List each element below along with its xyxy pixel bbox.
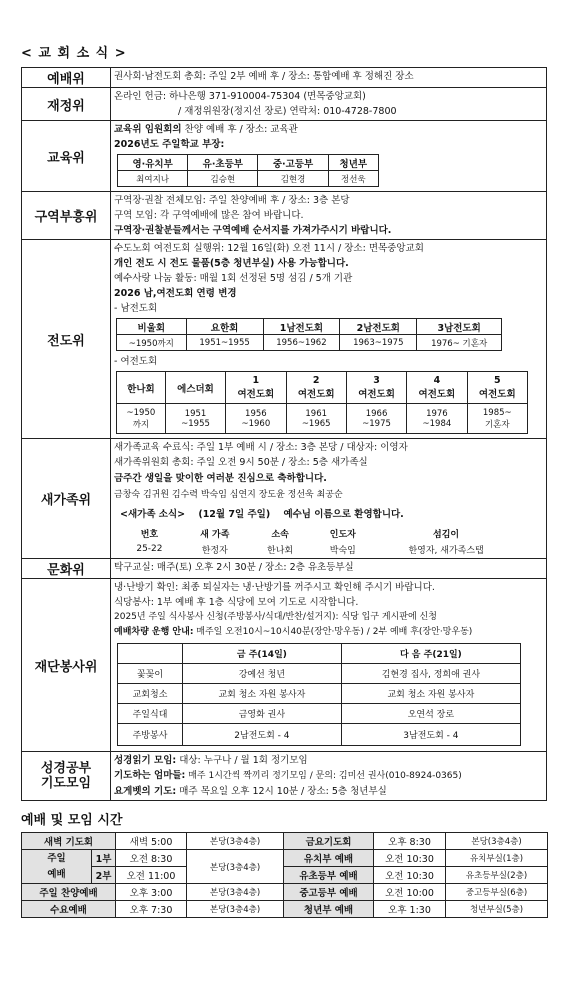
women-age-table [116,371,528,434]
sched-praise: 주일 찬양예배 [22,884,116,901]
category-mission: 전도위 [22,240,111,439]
edu-name: 김승현 [188,171,258,187]
sched-elem: 유초등부 예배 [284,867,374,884]
education-line1-rest: 찬양 예배 후 / 장소: 교육관 [181,124,298,135]
district-line3: 구역장·권찰분들께서는 구역예배 순서지를 가져가주시기 바랍니다. [114,225,392,236]
nf-cell: 한영자, 새가족스탭 [408,545,484,556]
news-welcome: 예수님 이름으로 환영합니다. [283,509,404,520]
newfamily-line2: 새가족위원회 총회: 주일 오전 9시 50분 / 장소: 5층 새가족실 [114,457,368,468]
sched-time: 오후 8:30 [374,833,446,850]
education-line1-head: 교육위 임원회의 [114,124,182,135]
men-range: ~1950까지 [117,335,187,351]
sched-middle: 중고등부 예배 [284,884,374,901]
category-finance: 재정위 [22,88,111,121]
row-service [22,579,547,752]
service-line4-rest: 매주일 오전10시~10시40분(장안·망우동) / 2부 예배 후(장안·망우동) [193,627,473,637]
service-line3: 2025년 주일 식사봉사 신청(주방봉사/식대/반찬/설거지): 식당 입구 게시판에 신청 [114,612,437,622]
edu-head: 유·초등부 [188,155,258,171]
men-range: 1976~ 기혼자 [417,335,502,351]
men-head: 1남전도회 [263,319,340,335]
sched-time: 오후 7:30 [116,901,187,918]
page-title: < 교 회 소 식 > [21,46,127,61]
men-head: 비울회 [117,319,187,335]
men-head: 요한회 [186,319,263,335]
bible-line2-rest: 매주 1시간씩 짝끼리 정기모임 / 문의: 김미선 권사(010-8924-0365) [185,771,462,781]
service-line1: 냉·난방기 확인: 최종 퇴실자는 냉·난방기를 꺼주시고 확인해 주시기 바랍니다. [114,582,435,593]
sched-part: 1부 [92,850,116,867]
men-age-table [116,318,502,351]
nf-cell: 한나회 [267,545,294,556]
sched-time: 오후 3:00 [116,884,187,901]
edu-head: 중·고등부 [258,155,328,171]
women-range: 1985~ 기혼자 [467,404,527,434]
sched-place: 본당(3층4층) [446,833,548,850]
newfamily-news-header [120,507,543,523]
vol-label: 교회청소 [118,684,183,704]
men-range: 1951~1955 [186,335,263,351]
women-range: 1966 ~1975 [346,404,406,434]
edu-name: 정선욱 [328,171,378,187]
sched-place: 본당(3층4층) [187,884,284,901]
sched-dawn: 새벽 기도회 [22,833,116,850]
sched-fri: 금요기도회 [284,833,374,850]
nf-col: 번호 [140,529,159,540]
category-newfamily: 새가족위 [22,439,111,559]
men-range: 1956~1962 [263,335,340,351]
category-district: 구역부흥위 [22,192,111,240]
sched-time: 오전 10:30 [374,867,446,884]
sched-time: 오후 1:30 [374,901,446,918]
men-head: 2남전도회 [340,319,417,335]
women-head: 4 여전도회 [407,372,467,404]
education-head-table [117,154,379,187]
men-label: - 남전도회 [114,303,158,314]
vol-next: 3남전도회 - 4 [341,724,520,746]
birthday-names: 금창숙 김귀원 김수력 박숙임 심연지 장도윤 정선욱 최공순 [114,490,343,500]
vol-corner [118,644,183,664]
category-worship: 예배위 [22,68,111,88]
sched-part: 2부 [92,867,116,884]
nf-col: 새 가족 [200,529,230,540]
sched-kinder: 유치부 예배 [284,850,374,867]
row-education [22,121,547,192]
newfamily-table [118,525,518,557]
women-head: 한나회 [117,372,166,404]
nf-col: 인도자 [329,529,356,540]
women-head: 3 여전도회 [346,372,406,404]
sched-place: 유초등부실(2층) [446,867,548,884]
mission-line2: 개인 전도 시 전도 물품(5층 청년부실) 사용 가능합니다. [114,258,349,269]
newfamily-line1: 새가족교육 수료식: 주일 1부 예배 시 / 장소: 3층 본당 / 대상자: 이영자 [114,442,408,453]
row-culture [22,559,547,579]
finance-line1: 온라인 헌금: 하나은행 371-910004-75304 (면목중앙교회) [114,91,366,102]
women-range: 1956 ~1960 [226,404,286,434]
sched-sunday: 주일 예배 [22,850,92,884]
men-head: 3남전도회 [417,319,502,335]
finance-line2: / 재정위원장(정지선 장로) 연락처: 010-4728-7800 [178,106,397,117]
sched-time: 오전 11:00 [116,867,187,884]
bulletin-page [21,42,547,918]
nf-col: 소속 [271,529,289,540]
sched-time: 오전 8:30 [116,850,187,867]
mission-line1: 수도노회 여전도회 실행위: 12월 16일(화) 오전 11시 / 장소: 면목중앙교회 [114,243,424,254]
district-line1: 구역장·권찰 전체모임: 주일 찬양예배 후 / 장소: 3층 본당 [114,195,350,206]
sched-place: 중고등부실(6층) [446,884,548,901]
vol-label: 꽃꽂이 [118,664,183,684]
category-bible: 성경공부 기도모임 [22,752,111,801]
sched-place: 본당(3층4층) [187,850,284,884]
schedule-title: 예배 및 모임 시간 [21,813,123,828]
women-label: - 여전도회 [114,356,158,367]
category-service: 재단봉사위 [22,579,111,752]
sched-wed: 수요예배 [22,901,116,918]
church-news-table [21,67,547,801]
vol-this: 교회 청소 자원 봉사자 [183,684,342,704]
service-line2: 식당봉사: 1부 예배 후 1층 식당에 모여 기도로 시작합니다. [114,597,359,608]
vol-next: 교회 청소 자원 봉사자 [341,684,520,704]
women-head: 5 여전도회 [467,372,527,404]
vol-this: 금영화 권사 [183,704,342,724]
sched-place: 청년부실(5층) [446,901,548,918]
nf-col: 섬김이 [433,529,460,540]
bible-line2-head: 기도하는 엄마들: [114,770,186,781]
sched-time: 오전 10:30 [374,850,446,867]
worship-line: 권사회·남전도회 총회: 주일 2부 예배 후 / 장소: 통합예배 후 정해진 장소 [114,71,414,82]
row-worship [22,68,547,88]
bible-line1-rest: 대상: 누구나 / 월 1회 정기모임 [176,755,308,766]
women-range: 1961 ~1965 [286,404,346,434]
edu-head: 청년부 [328,155,378,171]
edu-name: 김현경 [258,171,328,187]
sched-place: 본당(3층4층) [187,833,284,850]
bible-line1-head: 성경읽기 모임: [114,755,177,766]
women-head: 에스더회 [165,372,225,404]
news-date: (12월 7일 주일) [198,509,271,520]
women-range: ~1950 까지 [117,404,166,434]
volunteer-table [117,643,521,746]
sched-place: 유치부실(1층) [446,850,548,867]
service-line4-head: 예배차량 운행 안내: [114,627,194,637]
row-mission [22,240,547,439]
nf-cell: 박숙임 [329,545,356,556]
vol-col-this: 금 주(14일) [183,644,342,664]
bible-line3-head: 요게벳의 기도: [114,786,177,797]
nf-cell: 한정자 [201,545,228,556]
nf-cell: 25-22 [136,544,163,554]
vol-this: 강예선 청년 [183,664,342,684]
women-range: 1951 ~1955 [165,404,225,434]
men-range: 1963~1975 [340,335,417,351]
vol-next: 오연석 장로 [341,704,520,724]
women-head: 1 여전도회 [226,372,286,404]
vol-col-next: 다 음 주(21일) [341,644,520,664]
row-district [22,192,547,240]
women-head: 2 여전도회 [286,372,346,404]
news-title: <새가족 소식> [120,509,186,520]
vol-this: 2남전도회 - 4 [183,724,342,746]
category-education: 교육위 [22,121,111,192]
district-line2: 구역 모임: 각 구역예배에 많은 참여 바랍니다. [114,210,304,221]
culture-line: 탁구교실: 매주(토) 오후 2시 30분 / 장소: 2층 유초등부실 [114,562,354,573]
row-newfamily [22,439,547,559]
category-culture: 문화위 [22,559,111,579]
sched-time: 새벽 5:00 [116,833,187,850]
vol-label: 주일식대 [118,704,183,724]
edu-head: 영·유치부 [118,155,188,171]
mission-line3: 예수사랑 나눔 활동: 매월 1회 선정된 5명 섬김 / 5개 기관 [114,273,353,284]
row-bible [22,752,547,801]
vol-label: 주방봉사 [118,724,183,746]
sched-time: 오전 10:00 [374,884,446,901]
sched-place: 본당(3층4층) [187,901,284,918]
bible-line3-rest: 매주 목요일 오후 12시 10분 / 장소: 5층 청년부실 [176,786,387,797]
sched-youth: 청년부 예배 [284,901,374,918]
row-finance [22,88,547,121]
mission-line4: 2026 남,여전도회 연령 변경 [114,288,237,299]
schedule-table [21,832,548,918]
education-line2: 2026년도 주일학교 부장: [114,139,225,150]
women-range: 1976 ~1984 [407,404,467,434]
edu-name: 최여지나 [118,171,188,187]
newfamily-line3: 금주간 생일을 맞이한 여러분 진심으로 축하합니다. [114,473,327,484]
vol-next: 김현경 집사, 정희애 권사 [341,664,520,684]
